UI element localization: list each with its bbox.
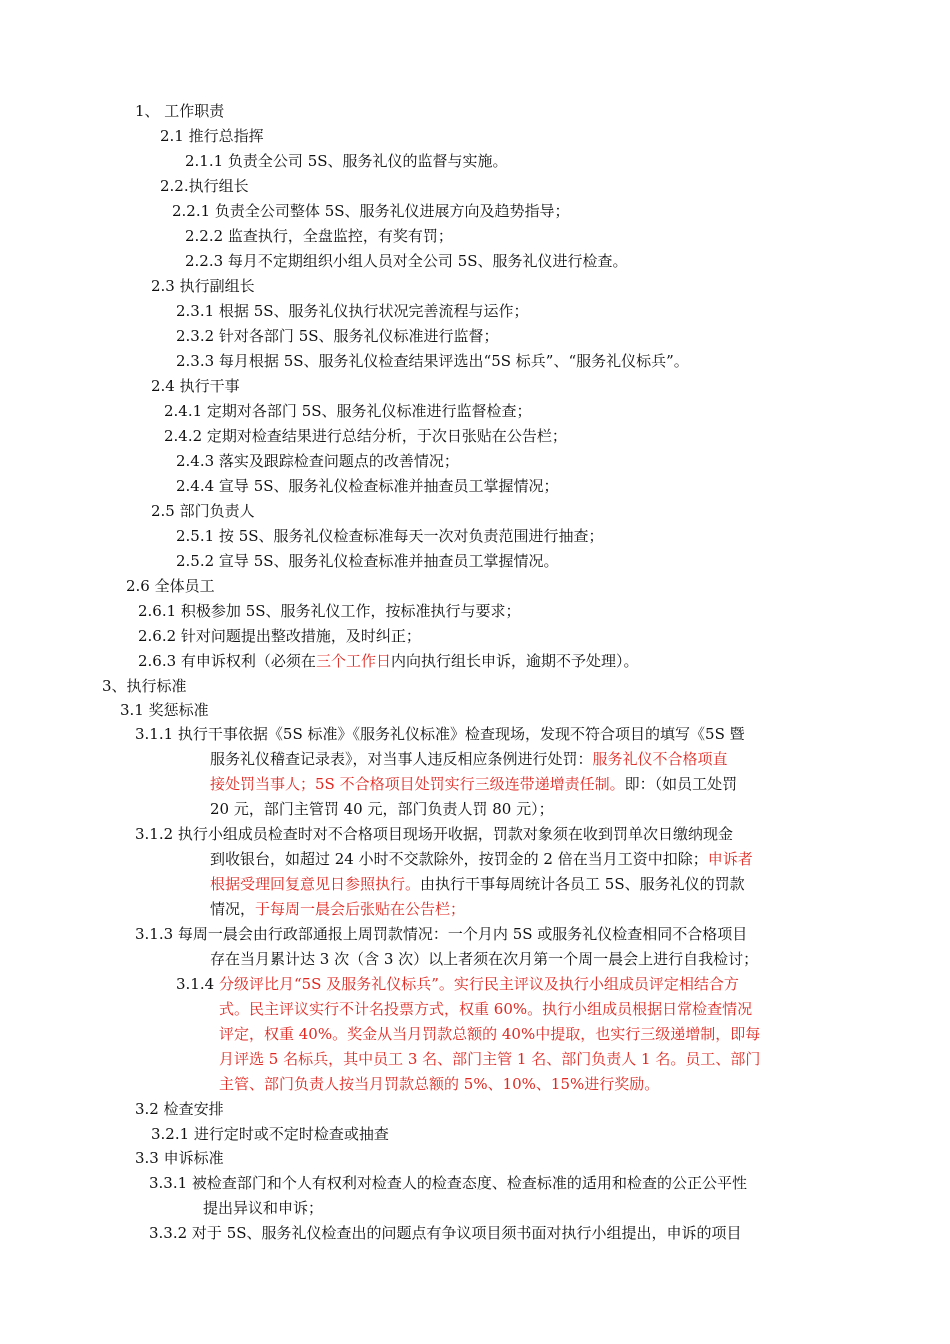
para-3-1-1-line3 (210, 774, 737, 794)
item-2-4-3: 2.4.3 落实及跟踪检查问题点的改善情况； (176, 452, 459, 470)
heading-2-6: 2.6 全体员工 (126, 577, 215, 595)
para-3-1-4-line1 (176, 974, 739, 994)
item-2-6-3-text-a: 2.6.3 有申诉权利（必须在 (138, 652, 316, 670)
para-3-1-2-line4-highlight: 于每周一晨会后张贴在公告栏； (255, 900, 466, 918)
item-2-6-2: 2.6.2 针对问题提出整改措施，及时纠正； (138, 627, 421, 645)
heading-2-5: 2.5 部门负责人 (151, 502, 255, 520)
para-3-1-4-line3: 评定，权重 40%。奖金从当月罚款总额的 40%中提取，也实行三级递增制，即每 (219, 1025, 761, 1043)
item-2-5-1: 2.5.1 按 5S、服务礼仪检查标准每天一次对负责范围进行抽查； (176, 527, 604, 545)
para-3-1-2-line4 (210, 899, 465, 919)
heading-3-3: 3.3 申诉标准 (135, 1149, 224, 1167)
para-3-3-2-line1: 3.3.2 对于 5S、服务礼仪检查出的问题点有争议项目须书面对执行小组提出，申诉的项目 (149, 1224, 742, 1242)
para-3-1-1-line3-highlight: 接处罚当事人；5S 不合格项目处罚实行三级连带递增责任制。 (210, 775, 625, 793)
heading-3-2: 3.2 检查安排 (135, 1100, 224, 1118)
para-3-1-4-line2: 式。民主评议实行不计名投票方式，权重 60%。执行小组成员根据日常检查情况 (219, 1000, 753, 1018)
para-3-3-1-line2: 提出异议和申诉； (203, 1199, 324, 1217)
para-3-3-1-line1: 3.3.1 被检查部门和个人有权利对检查人的检查态度、检查标准的适用和检查的公正公平性 (149, 1174, 747, 1192)
para-3-1-4-number: 3.1.4 (176, 975, 215, 993)
heading-work-duties: 1、 工作职责 (135, 102, 225, 120)
para-3-1-2-line4-text: 情况， (210, 900, 256, 918)
item-2-6-3 (138, 651, 638, 671)
heading-3-1: 3.1 奖惩标准 (120, 701, 209, 719)
para-3-1-1-line2-highlight: 服务礼仪不合格项直 (592, 750, 728, 768)
item-2-6-3-text-b: 内向执行组长申诉，逾期不予处理）。 (390, 652, 639, 670)
item-2-1-1: 2.1.1 负责全公司 5S、服务礼仪的监督与实施。 (185, 152, 508, 170)
heading-2-1: 2.1 推行总指挥 (160, 127, 264, 145)
item-2-4-4: 2.4.4 宣导 5S、服务礼仪检查标准并抽查员工掌握情况； (176, 477, 559, 495)
item-2-3-2: 2.3.2 针对各部门 5S、服务礼仪标准进行监督； (176, 327, 499, 345)
para-3-1-3-line1: 3.1.3 每周一晨会由行政部通报上周罚款情况：一个月内 5S 或服务礼仪检查相同不合格项目 (135, 925, 748, 943)
para-3-1-4-line4: 月评选 5 名标兵，其中员工 3 名、部门主管 1 名、部门负责人 1 名。员工、部门 (219, 1050, 761, 1068)
heading-2-2: 2.2.执行组长 (160, 177, 249, 195)
para-3-1-1-line3-text: 即：（如员工处罚 (624, 775, 738, 793)
heading-2-4: 2.4 执行干事 (151, 377, 240, 395)
para-3-1-2-line3-highlight: 根据受理回复意见日参照执行。 (210, 875, 421, 893)
item-2-2-1: 2.2.1 负责全公司整体 5S、服务礼仪进展方向及趋势指导； (172, 202, 570, 220)
para-3-1-1-line2 (210, 749, 728, 769)
para-3-1-4-line5: 主管、部门负责人按当月罚款总额的 5%、10%、15%进行奖励。 (219, 1075, 660, 1093)
item-2-4-2: 2.4.2 定期对检查结果进行总结分析，于次日张贴在公告栏； (164, 427, 567, 445)
heading-2-3: 2.3 执行副组长 (151, 277, 255, 295)
item-2-6-1: 2.6.1 积极参加 5S、服务礼仪工作，按标准执行与要求； (138, 602, 521, 620)
item-2-3-3: 2.3.3 每月根据 5S、服务礼仪检查结果评选出“5S 标兵”、“服务礼仪标兵”。 (176, 352, 689, 370)
item-2-2-2: 2.2.2 监查执行，全盘监控，有奖有罚； (185, 227, 453, 245)
heading-execution-standards: 3、执行标准 (102, 677, 187, 695)
item-2-4-1: 2.4.1 定期对各部门 5S、服务礼仪标准进行监督检查； (164, 402, 532, 420)
para-3-1-2-line2-text: 到收银台，如超过 24 小时不交款除外，按罚金的 2 倍在当月工资中扣除； (210, 850, 708, 868)
para-3-1-2-line2-highlight: 申诉者 (707, 850, 753, 868)
para-3-1-4-line1-highlight: 分级评比月“5S 及服务礼仪标兵”。实行民主评议及执行小组成员评定相结合方 (218, 975, 739, 993)
item-2-6-3-highlight: 三个工作日 (315, 652, 391, 670)
item-2-2-3: 2.2.3 每月不定期组织小组人员对全公司 5S、服务礼仪进行检查。 (185, 252, 628, 270)
item-3-2-1: 3.2.1 进行定时或不定时检查或抽查 (151, 1125, 389, 1143)
para-3-1-1-line2-text: 服务礼仪稽查记录表》，对当事人违反相应条例进行处罚： (210, 750, 593, 768)
para-3-1-2-line1: 3.1.2 执行小组成员检查时对不合格项目现场开收据，罚款对象须在收到罚单次日缴纳现金 (135, 825, 733, 843)
item-2-5-2: 2.5.2 宣导 5S、服务礼仪检查标准并抽查员工掌握情况。 (176, 552, 559, 570)
para-3-1-1-line1: 3.1.1 执行干事依据《5S 标准》《服务礼仪标准》检查现场，发现不符合项目的填写《5S 暨 (135, 725, 745, 743)
para-3-1-2-line3 (210, 874, 745, 894)
para-3-1-1-line4: 20 元，部门主管罚 40 元，部门负责人罚 80 元）； (210, 800, 554, 818)
para-3-1-2-line2 (210, 849, 753, 869)
item-2-3-1: 2.3.1 根据 5S、服务礼仪执行状况完善流程与运作； (176, 302, 529, 320)
para-3-1-2-line3-text: 由执行干事每周统计各员工 5S、服务礼仪的罚款 (420, 875, 745, 893)
para-3-1-3-line2: 存在当月累计达 3 次（含 3 次）以上者须在次月第一个周一晨会上进行自我检讨； (210, 950, 759, 968)
